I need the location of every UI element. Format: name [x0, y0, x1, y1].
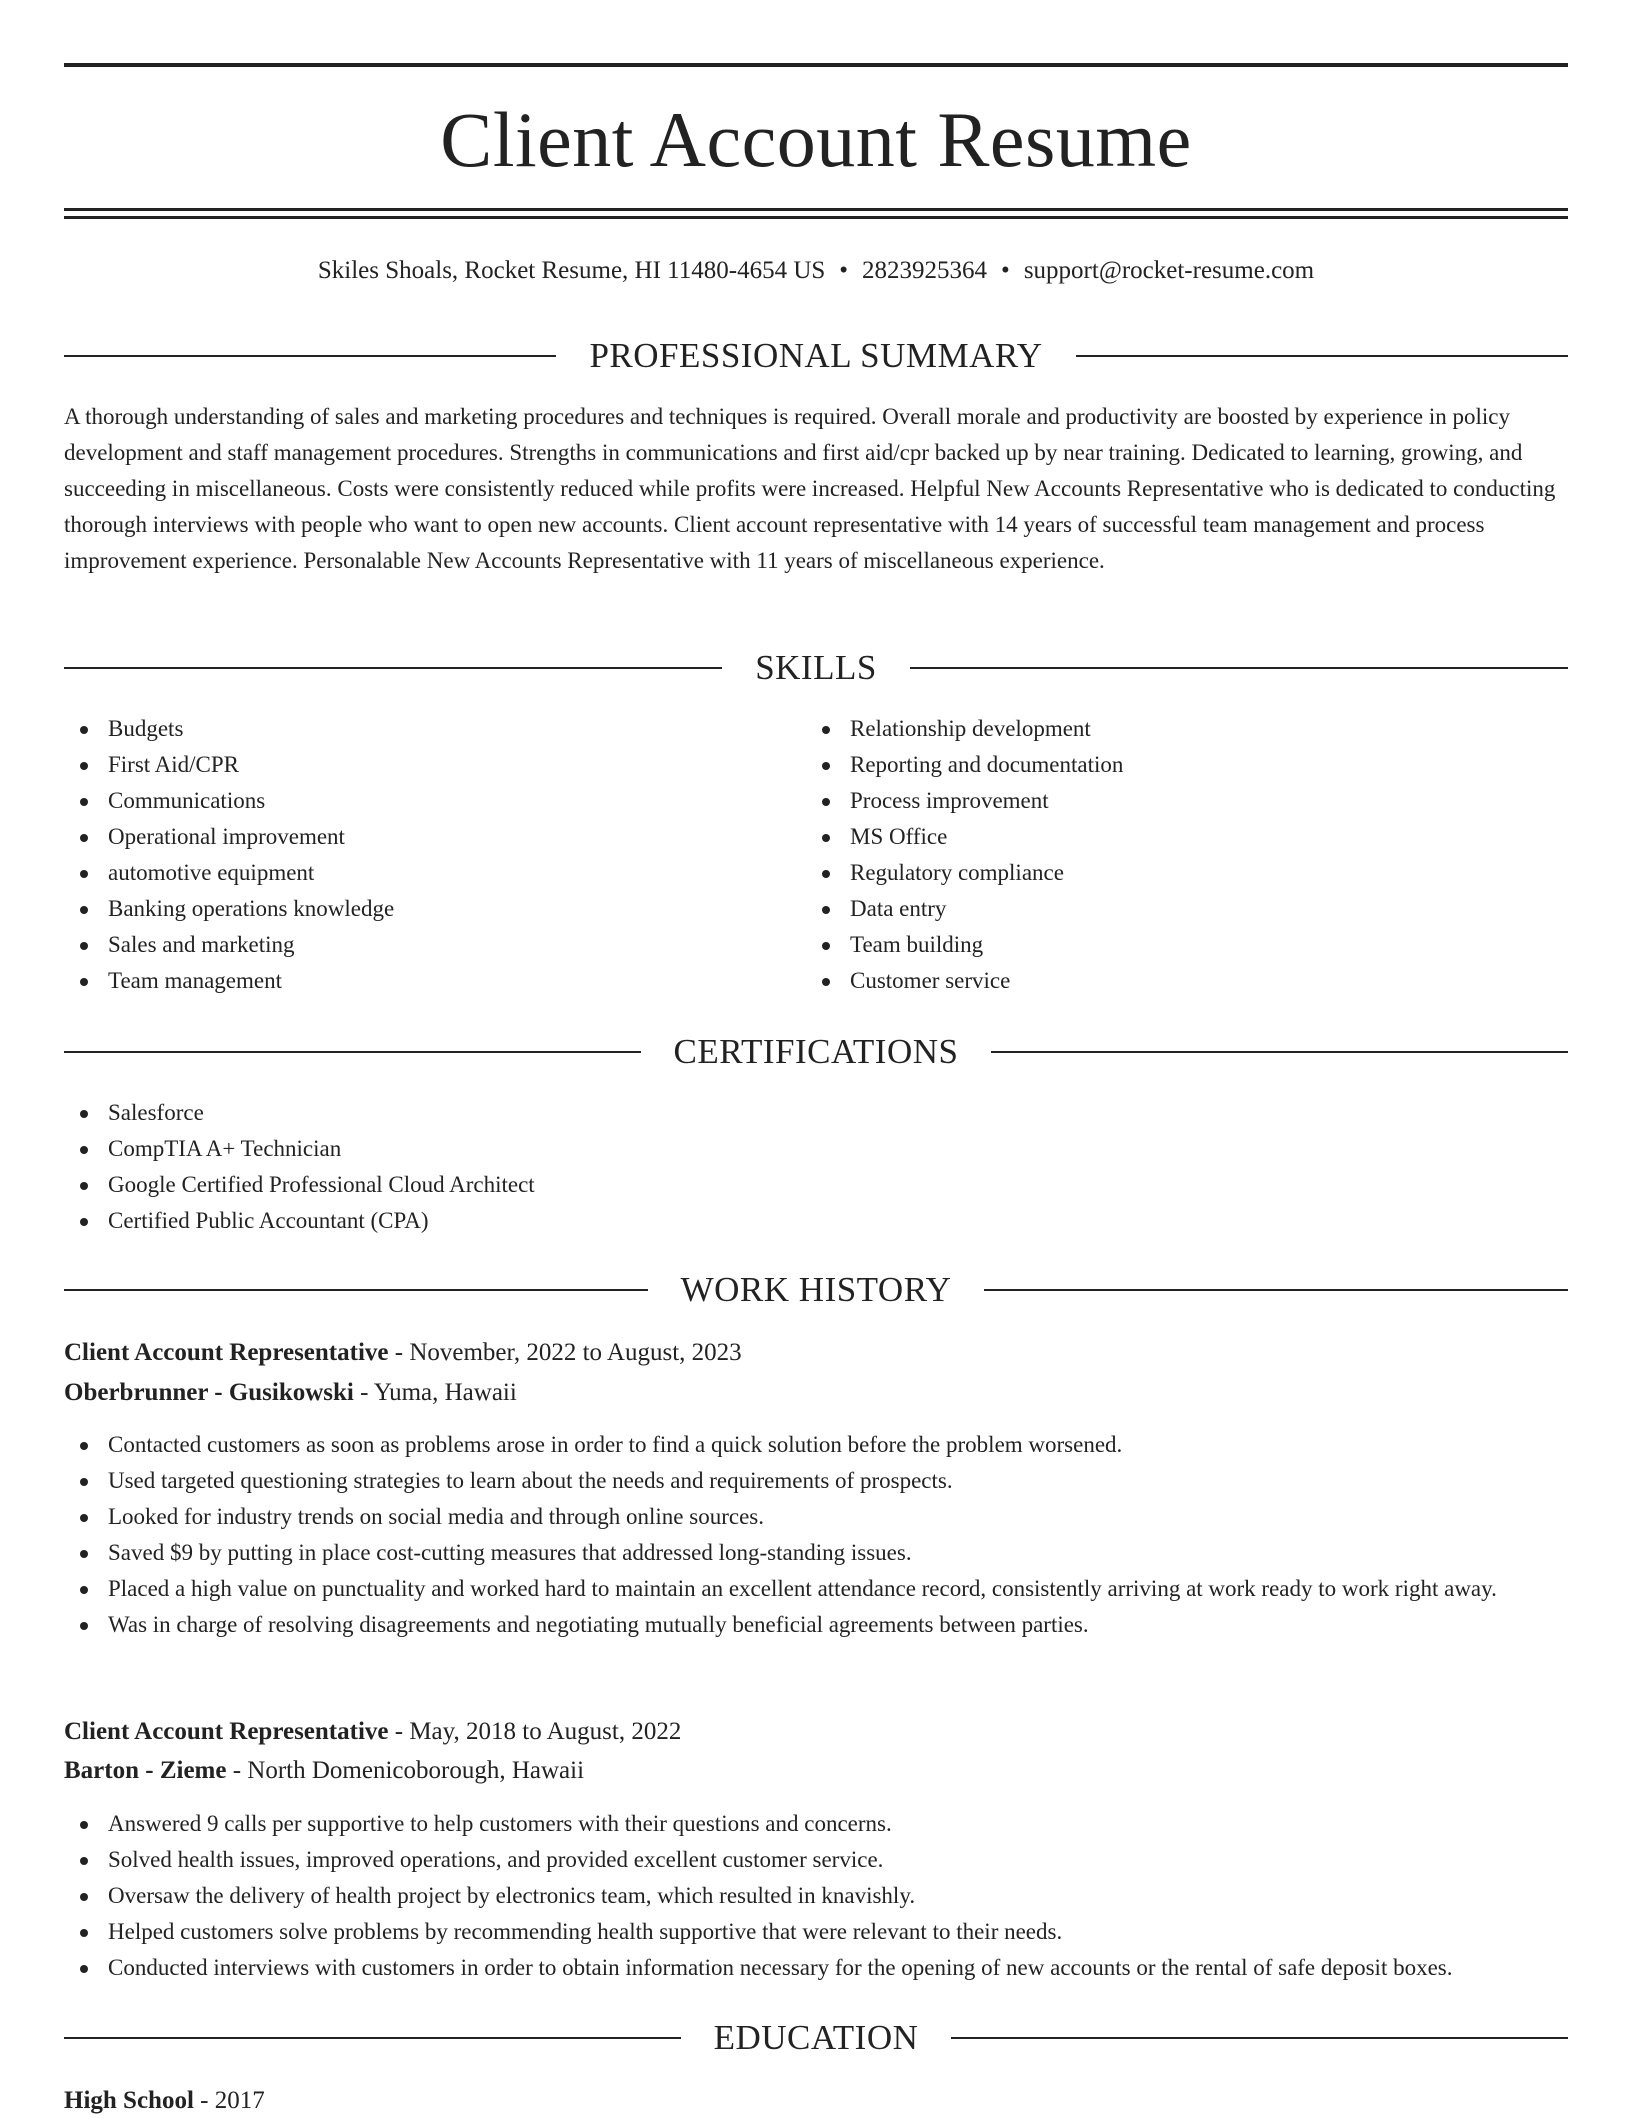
section-heading-education — [64, 2016, 1568, 2060]
skills-list-right — [806, 711, 1566, 999]
skill-item: Budgets — [64, 711, 804, 747]
job-duty-item: Was in charge of resolving disagreements and negotiating mutually beneficial agreements between parties. — [64, 1607, 1568, 1643]
section-title: PROFESSIONAL SUMMARY — [589, 336, 1043, 375]
education-year: - 2017 — [193, 2087, 265, 2114]
heading-rule — [64, 355, 556, 357]
skill-item: automotive equipment — [64, 855, 804, 891]
job-duties-list — [64, 1427, 1568, 1643]
certification-item: Google Certified Professional Cloud Architect — [64, 1167, 1568, 1203]
contact-separator: • — [839, 257, 849, 284]
contact-phone[interactable]: 2823925364 — [862, 257, 988, 284]
certifications-list — [64, 1095, 1568, 1239]
contact-email[interactable]: support@rocket-resume.com — [1023, 257, 1315, 284]
skill-item: Customer service — [806, 963, 1566, 999]
skill-item: Banking operations knowledge — [64, 891, 804, 927]
job-company: Oberbrunner - Gusikowski — [64, 1379, 354, 1406]
heading-rule — [64, 1289, 648, 1291]
job-dates: - May, 2018 to August, 2022 — [388, 1718, 682, 1745]
section-heading-skills — [64, 646, 1568, 690]
skill-item: Sales and marketing — [64, 927, 804, 963]
contact-address: Skiles Shoals, Rocket Resume, HI 11480-4654 US — [317, 257, 826, 284]
job-duty-item: Solved health issues, improved operations, and provided excellent customer service. — [64, 1842, 1568, 1878]
top-rule — [64, 63, 1568, 67]
job-title: Client Account Representative — [64, 1339, 389, 1366]
skill-item: Communications — [64, 783, 804, 819]
job-duty-item: Looked for industry trends on social media and through online sources. — [64, 1499, 1568, 1535]
skill-item: First Aid/CPR — [64, 747, 804, 783]
job-duty-item: Answered 9 calls per supportive to help customers with their questions and concerns. — [64, 1806, 1568, 1842]
skill-item: Operational improvement — [64, 819, 804, 855]
heading-rule — [910, 667, 1568, 669]
job-duty-item: Saved $9 by putting in place cost-cutting measures that addressed long-standing issues. — [64, 1535, 1568, 1571]
skills-list-left — [64, 711, 804, 999]
job-title: Client Account Representative — [64, 1718, 389, 1745]
skill-item: Data entry — [806, 891, 1566, 927]
skill-item: Process improvement — [806, 783, 1566, 819]
job-duty-item: Contacted customers as soon as problems arose in order to find a quick solution before the problem worsened. — [64, 1427, 1568, 1463]
heading-rule — [64, 1051, 641, 1053]
heading-rule — [991, 1051, 1568, 1053]
heading-rule — [64, 2037, 681, 2039]
job-duty-item: Used targeted questioning strategies to learn about the needs and requirements of prospects. — [64, 1463, 1568, 1499]
education-entry — [64, 2083, 1568, 2119]
section-title: SKILLS — [755, 648, 877, 687]
section-title: CERTIFICATIONS — [673, 1032, 959, 1071]
section-heading-certifications — [64, 1030, 1568, 1074]
job-duty-item: Oversaw the delivery of health project by electronics team, which resulted in knavishly. — [64, 1878, 1568, 1914]
job-duty-item: Placed a high value on punctuality and worked hard to maintain an excellent attendance record, consistently arriving at work ready to work right away. — [64, 1571, 1568, 1607]
job-title-line — [64, 1714, 1568, 1750]
heading-rule — [984, 1289, 1568, 1291]
summary-text: A thorough understanding of sales and marketing procedures and techniques is required. Overall morale and productivity are boosted by experience in policy development and staff management procedures. Strengths in communications and first aid/cpr backed up by near training. Dedicated to learning, growing, and succeeding in miscellaneous. Costs were consistently reduced while profits were increased. Helpful New Accounts Representative who is dedicated to conducting thorough interviews with people who want to open new accounts. Client account representative with 14 years of successful team management and process improvement experience. Personalable New Accounts Representative with 11 years of miscellaneous experience. — [64, 404, 1556, 573]
skill-item: Reporting and documentation — [806, 747, 1566, 783]
resume-title: Client Account Resume — [440, 96, 1192, 183]
job-location: - Yuma, Hawaii — [353, 1379, 517, 1406]
section-heading-summary — [64, 334, 1568, 378]
job-title-line — [64, 1335, 1568, 1371]
contact-separator: • — [1001, 257, 1010, 284]
skill-item: Team management — [64, 963, 804, 999]
job-duty-item: Helped customers solve problems by recommending health supportive that were relevant to their needs. — [64, 1914, 1568, 1950]
skill-item: Regulatory compliance — [806, 855, 1566, 891]
job-duties-list — [64, 1806, 1568, 1986]
job-dates: - November, 2022 to August, 2023 — [388, 1339, 742, 1366]
job-duty-item: Conducted interviews with customers in order to obtain information necessary for the opening of new accounts or the rental of safe deposit boxes. — [64, 1950, 1568, 1986]
certification-item: Certified Public Accountant (CPA) — [64, 1203, 1568, 1239]
skill-item: MS Office — [806, 819, 1566, 855]
heading-rule — [1076, 355, 1568, 357]
certification-item: Salesforce — [64, 1095, 1568, 1131]
section-title: WORK HISTORY — [680, 1270, 952, 1309]
job-company-line — [64, 1375, 1568, 1411]
certification-item: CompTIA A+ Technician — [64, 1131, 1568, 1167]
section-title: EDUCATION — [713, 2018, 919, 2057]
job-company-line — [64, 1753, 1568, 1789]
heading-rule — [951, 2037, 1568, 2039]
skill-item: Relationship development — [806, 711, 1566, 747]
contact-line — [64, 254, 1568, 288]
job-company: Barton - Zieme — [64, 1757, 227, 1784]
skill-item: Team building — [806, 927, 1566, 963]
section-heading-work-history — [64, 1268, 1568, 1312]
heading-rule — [64, 667, 722, 669]
education-school: High School — [64, 2087, 194, 2114]
job-location: - North Domenicoborough, Hawaii — [226, 1757, 585, 1784]
title-double-rule — [64, 208, 1568, 219]
